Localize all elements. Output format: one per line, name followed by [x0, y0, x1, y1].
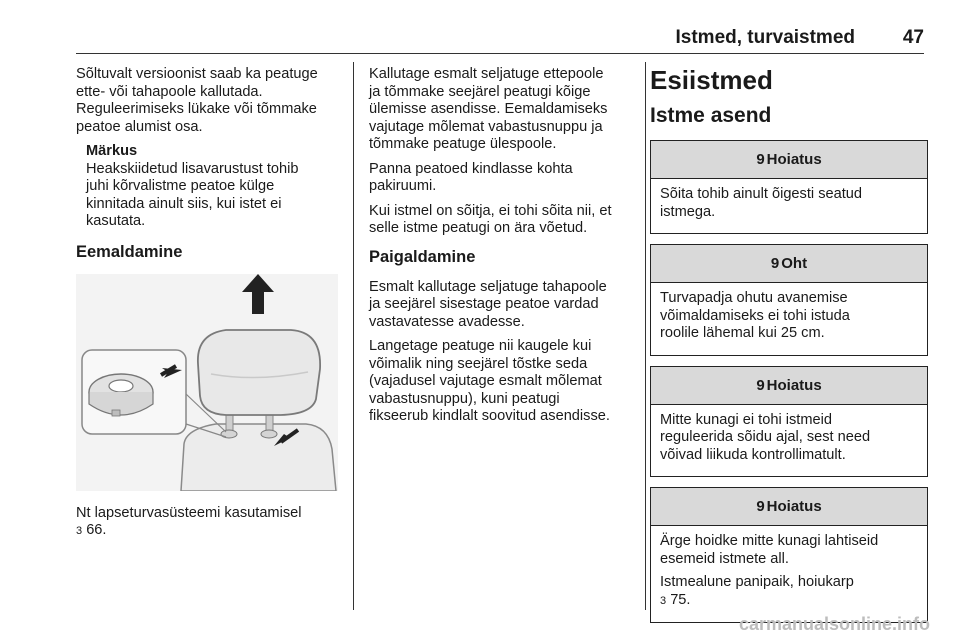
warning-triangle-icon: 9	[756, 376, 765, 394]
header-rule	[76, 53, 924, 54]
page-number: 47	[902, 27, 924, 48]
section-heading-removal: Eemaldamine	[76, 242, 183, 261]
chapter-heading: Esiistmed	[650, 65, 773, 95]
warning-box-header: 9 Hoiatus	[651, 488, 927, 526]
warning-box-2	[650, 366, 928, 478]
storage-paragraph: Panna peatoed kindlasse kohta pakiruumi.	[369, 160, 573, 194]
section-heading-installation: Paigaldamine	[369, 247, 476, 266]
warning-triangle-icon: 9	[770, 255, 780, 272]
warning-triangle-icon: 9	[756, 151, 765, 168]
warning-box-body: Mitte kunagi ei tohi istmeid reguleerida sõidu ajal, sest need võivad liikuda kontrollimatult.	[660, 411, 871, 463]
column-divider-1	[353, 62, 354, 610]
intro-paragraph: Sõltuvalt versioonist saab ka peatuge ette- või tahapoole kallutada. Reguleerimiseks lükake või tõmmake peatoe alumist osa.	[76, 66, 318, 135]
warning-box-body: Sõita tohib ainult õigesti seatud istmega.	[660, 186, 863, 220]
installation-paragraph-2: Langetage peatuge nii kaugele kui võimalik ning seejärel tõstke seda (vajadusel vajutage esmalt mõlemat vabastusnuppu), kuni peatugi fikseerub kindlalt soovitud asendisse.	[369, 338, 610, 424]
column-divider-2	[645, 62, 646, 610]
warning-box-1	[650, 140, 928, 234]
headrest-illustration-svg	[76, 274, 338, 491]
column-1	[76, 66, 346, 548]
headrest-removal-illustration	[76, 274, 338, 491]
warning-triangle-icon: 9	[756, 498, 765, 515]
column-3	[650, 64, 926, 633]
warning-box-body: Ärge hoidke mitte kunagi lahtiseid esemeid istmete all. Istmealune panipaik, hoiukarp 3 75.	[660, 533, 879, 608]
cross-reference-page[interactable]: 66.	[86, 522, 107, 538]
note-text: Heakskiidetud lisavarustust tohib juhi kõrvalistme peatoe külge kinnitada ainult siis, kui istet ei kasutata.	[86, 160, 299, 229]
running-header-title: Istmed, turvaistmed	[675, 27, 855, 48]
warning-box-header: 9 Hoiatus	[651, 141, 927, 179]
section-heading-seat-position: Istme asend	[650, 104, 772, 127]
column-2	[369, 66, 637, 433]
figure-caption: Nt lapseturvasüsteemi kasutamisel 3 66.	[76, 504, 302, 538]
removal-steps-paragraph: Kallutage esmalt seljatuge ettepoole ja tõmmake seejärel peatugi kõige ülemisse asendisse. Eemaldamiseks vajutage mõlemat vabastusnuppu ja tõmmake peatuge ülespoole.	[369, 66, 608, 152]
note-title: Märkus	[86, 143, 138, 159]
cross-reference-icon: 3	[76, 525, 83, 537]
warning-paragraph: Kui istmel on sõitja, ei tohi sõita nii, et selle istme peatugi on ära võetud.	[369, 202, 612, 236]
danger-box	[650, 244, 928, 356]
note-block	[86, 143, 346, 231]
warning-box-header: 9 Hoiatus	[651, 367, 927, 405]
danger-box-body: Turvapadja ohutu avanemise võimaldamiseks ei tohi istuda roolile lähemal kui 25 cm.	[660, 290, 850, 341]
cross-reference-page[interactable]: 75.	[670, 591, 691, 608]
warning-box-3	[650, 487, 928, 623]
danger-box-header: 9 Oht	[651, 245, 927, 283]
installation-paragraph-1: Esmalt kallutage seljatuge tahapoole ja seejärel sisestage peatoe vardad vastavatesse avadesse.	[369, 278, 607, 330]
cross-reference-icon: 3	[660, 594, 667, 607]
watermark: carmanualsonline.info	[738, 614, 930, 634]
